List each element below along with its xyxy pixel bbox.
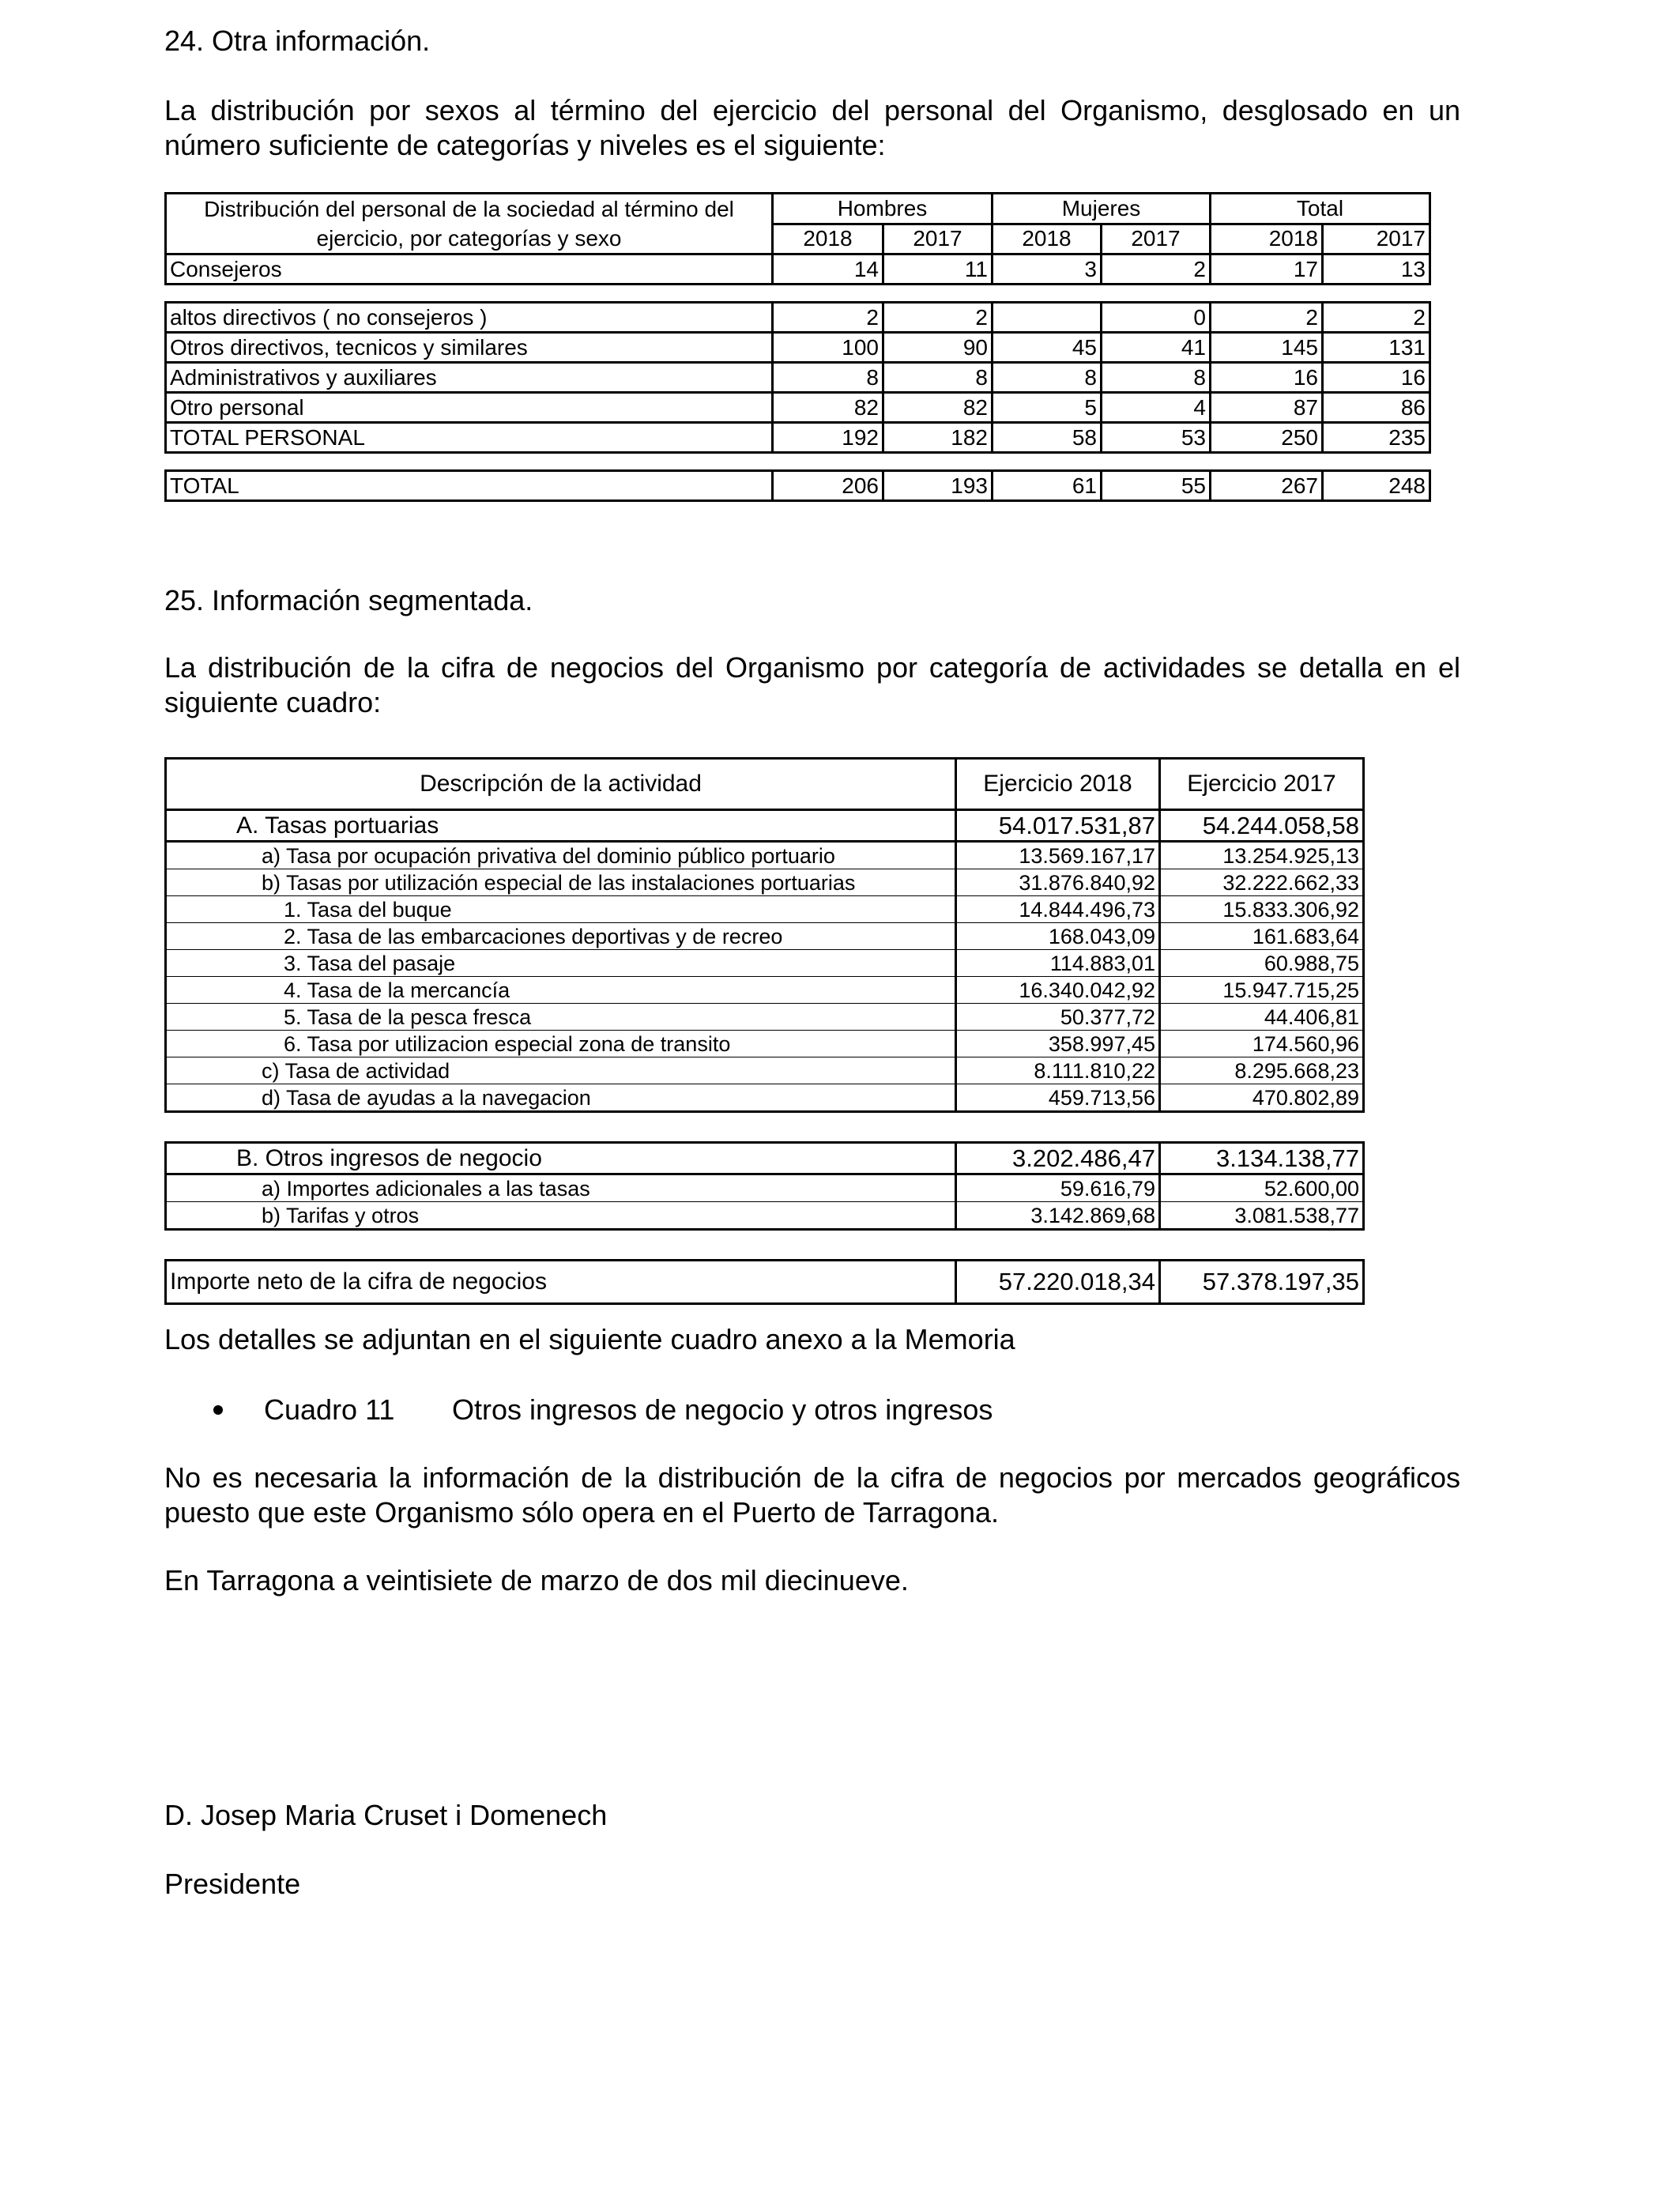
cell-value: 100	[773, 333, 883, 363]
table-row	[166, 423, 1430, 453]
table-row	[166, 333, 1430, 363]
cell-value: 11	[883, 254, 993, 285]
cell-value: 161.683,64	[1160, 923, 1364, 950]
year-header: 2017	[1323, 224, 1430, 254]
group-header-total: Total	[1211, 194, 1430, 224]
cell-value: 174.560,96	[1160, 1031, 1364, 1057]
row-label: B. Otros ingresos de negocio	[166, 1143, 956, 1174]
table-row	[166, 869, 1364, 896]
geographic-note: No es necesaria la información de la distribución de la cifra de negocios por mercados geográficos puesto que este Organismo sólo opera en el Puerto de Tarragona.	[164, 1461, 1460, 1529]
row-label: TOTAL	[166, 471, 773, 501]
cell-value: 8.111.810,22	[956, 1057, 1160, 1084]
cell-value: 61	[993, 471, 1102, 501]
cell-value: 60.988,75	[1160, 950, 1364, 977]
column-header: Ejercicio 2018	[956, 759, 1160, 810]
signatory-role: Presidente	[164, 1868, 301, 1900]
section-25-heading: 25. Información segmentada.	[164, 584, 533, 616]
cell-value: 2	[1102, 254, 1211, 285]
cell-value: 58	[993, 423, 1102, 453]
table-header-row	[166, 759, 1364, 810]
cell-value: 3.134.138,77	[1160, 1143, 1364, 1174]
cell-value: 54.017.531,87	[956, 810, 1160, 842]
table-row	[166, 842, 1364, 869]
cell-value: 182	[883, 423, 993, 453]
staff-distribution-table	[164, 192, 1431, 502]
cell-value: 15.947.715,25	[1160, 977, 1364, 1004]
row-label: Otro personal	[166, 393, 773, 423]
section-24-intro: La distribución por sexos al término del ejercicio del personal del Organismo, desglosado en un número suficiente de categorías y niveles es el siguiente:	[164, 94, 1460, 161]
cell-value: 2	[1323, 303, 1430, 333]
year-header: 2018	[1211, 224, 1323, 254]
cell-value: 8	[883, 363, 993, 393]
cell-value: 13	[1323, 254, 1430, 285]
cell-value: 14.844.496,73	[956, 896, 1160, 923]
cell-value: 15.833.306,92	[1160, 896, 1364, 923]
column-header: Descripción de la actividad	[166, 759, 956, 810]
cell-value: 3	[993, 254, 1102, 285]
cell-value: 8	[993, 363, 1102, 393]
row-label: Importe neto de la cifra de negocios	[166, 1261, 956, 1304]
row-label: Administrativos y auxiliares	[166, 363, 773, 393]
table-row	[166, 363, 1430, 393]
table-row	[166, 1004, 1364, 1031]
bullet-icon	[213, 1405, 223, 1415]
cell-value: 41	[1102, 333, 1211, 363]
table-row	[166, 1174, 1364, 1202]
cell-value: 145	[1211, 333, 1323, 363]
annex-description: Otros ingresos de negocio y otros ingresos	[452, 1393, 993, 1426]
cell-value: 2	[883, 303, 993, 333]
cell-value: 54.244.058,58	[1160, 810, 1364, 842]
cell-value: 59.616,79	[956, 1174, 1160, 1202]
cell-value	[993, 303, 1102, 333]
group-header-hombres: Hombres	[773, 194, 993, 224]
year-header: 2018	[773, 224, 883, 254]
details-intro: Los detalles se adjuntan en el siguiente cuadro anexo a la Memoria	[164, 1323, 1015, 1355]
year-header: 2018	[993, 224, 1102, 254]
row-label: b) Tasas por utilización especial de las instalaciones portuarias	[166, 869, 956, 896]
cell-value: 55	[1102, 471, 1211, 501]
row-label: A. Tasas portuarias	[166, 810, 956, 842]
table-row	[166, 471, 1430, 501]
row-label: b) Tarifas y otros	[166, 1202, 956, 1230]
closing-statement: En Tarragona a veintisiete de marzo de dos mil diecinueve.	[164, 1564, 909, 1596]
cell-value: 16.340.042,92	[956, 977, 1160, 1004]
table-row	[166, 923, 1364, 950]
cell-value: 5	[993, 393, 1102, 423]
cell-value: 13.254.925,13	[1160, 842, 1364, 869]
year-header: 2017	[883, 224, 993, 254]
cell-value: 16	[1211, 363, 1323, 393]
revenue-by-activity-table	[164, 757, 1365, 1305]
cell-value: 8	[773, 363, 883, 393]
spacer-row	[166, 285, 1430, 303]
spacer-row	[166, 1112, 1364, 1143]
cell-value: 13.569.167,17	[956, 842, 1160, 869]
section-24-heading: 24. Otra información.	[164, 25, 431, 57]
cell-value: 3.202.486,47	[956, 1143, 1160, 1174]
cell-value: 2	[773, 303, 883, 333]
row-label: 4. Tasa de la mercancía	[166, 977, 956, 1004]
cell-value: 53	[1102, 423, 1211, 453]
cell-value: 235	[1323, 423, 1430, 453]
cell-value: 16	[1323, 363, 1430, 393]
row-label: a) Tasa por ocupación privativa del dominio público portuario	[166, 842, 956, 869]
cell-value: 14	[773, 254, 883, 285]
cell-value: 206	[773, 471, 883, 501]
row-label: Consejeros	[166, 254, 773, 285]
cell-value: 2	[1211, 303, 1323, 333]
cell-value: 82	[883, 393, 993, 423]
cell-value: 193	[883, 471, 993, 501]
cell-value: 32.222.662,33	[1160, 869, 1364, 896]
cell-value: 0	[1102, 303, 1211, 333]
row-label: 5. Tasa de la pesca fresca	[166, 1004, 956, 1031]
staff-corner-label: Distribución del personal de la sociedad al término del ejercicio, por categorías y sexo	[166, 194, 773, 254]
cell-value: 131	[1323, 333, 1430, 363]
spacer-row	[166, 453, 1430, 471]
cell-value: 8	[1102, 363, 1211, 393]
cell-value: 57.220.018,34	[956, 1261, 1160, 1304]
table-row	[166, 254, 1430, 285]
cell-value: 90	[883, 333, 993, 363]
table-row	[166, 194, 1430, 224]
row-label: 6. Tasa por utilizacion especial zona de transito	[166, 1031, 956, 1057]
table-row	[166, 810, 1364, 842]
cell-value: 3.142.869,68	[956, 1202, 1160, 1230]
row-label: 1. Tasa del buque	[166, 896, 956, 923]
cell-value: 50.377,72	[956, 1004, 1160, 1031]
annex-list-item	[213, 1393, 993, 1427]
table-row	[166, 1202, 1364, 1230]
table-row	[166, 1143, 1364, 1174]
table-row	[166, 950, 1364, 977]
cell-value: 86	[1323, 393, 1430, 423]
table-row	[166, 303, 1430, 333]
cell-value: 17	[1211, 254, 1323, 285]
cell-value: 168.043,09	[956, 923, 1160, 950]
cell-value: 250	[1211, 423, 1323, 453]
cell-value: 3.081.538,77	[1160, 1202, 1364, 1230]
cell-value: 8.295.668,23	[1160, 1057, 1364, 1084]
spacer-row	[166, 1230, 1364, 1261]
table-total-row	[166, 1261, 1364, 1304]
row-label: a) Importes adicionales a las tasas	[166, 1174, 956, 1202]
signatory-name: D. Josep Maria Cruset i Domenech	[164, 1799, 608, 1831]
cell-value: 470.802,89	[1160, 1084, 1364, 1112]
cell-value: 192	[773, 423, 883, 453]
table-row	[166, 896, 1364, 923]
cell-value: 44.406,81	[1160, 1004, 1364, 1031]
cell-value: 267	[1211, 471, 1323, 501]
cell-value: 57.378.197,35	[1160, 1261, 1364, 1304]
table-row	[166, 1084, 1364, 1112]
table-row	[166, 977, 1364, 1004]
table-row	[166, 1031, 1364, 1057]
row-label: d) Tasa de ayudas a la navegacion	[166, 1084, 956, 1112]
cell-value: 31.876.840,92	[956, 869, 1160, 896]
row-label: c) Tasa de actividad	[166, 1057, 956, 1084]
cell-value: 4	[1102, 393, 1211, 423]
column-header: Ejercicio 2017	[1160, 759, 1364, 810]
year-header: 2017	[1102, 224, 1211, 254]
row-label: 3. Tasa del pasaje	[166, 950, 956, 977]
cell-value: 82	[773, 393, 883, 423]
cell-value: 459.713,56	[956, 1084, 1160, 1112]
row-label: TOTAL PERSONAL	[166, 423, 773, 453]
row-label: Otros directivos, tecnicos y similares	[166, 333, 773, 363]
table-row	[166, 393, 1430, 423]
section-25-intro: La distribución de la cifra de negocios del Organismo por categoría de actividades se detalla en el siguiente cuadro:	[164, 651, 1460, 718]
cell-value: 52.600,00	[1160, 1174, 1364, 1202]
row-label: altos directivos ( no consejeros )	[166, 303, 773, 333]
cell-value: 45	[993, 333, 1102, 363]
cell-value: 87	[1211, 393, 1323, 423]
group-header-mujeres: Mujeres	[993, 194, 1211, 224]
cell-value: 248	[1323, 471, 1430, 501]
annex-reference: Cuadro 11	[264, 1393, 395, 1426]
table-row	[166, 1057, 1364, 1084]
cell-value: 358.997,45	[956, 1031, 1160, 1057]
cell-value: 114.883,01	[956, 950, 1160, 977]
row-label: 2. Tasa de las embarcaciones deportivas y de recreo	[166, 923, 956, 950]
